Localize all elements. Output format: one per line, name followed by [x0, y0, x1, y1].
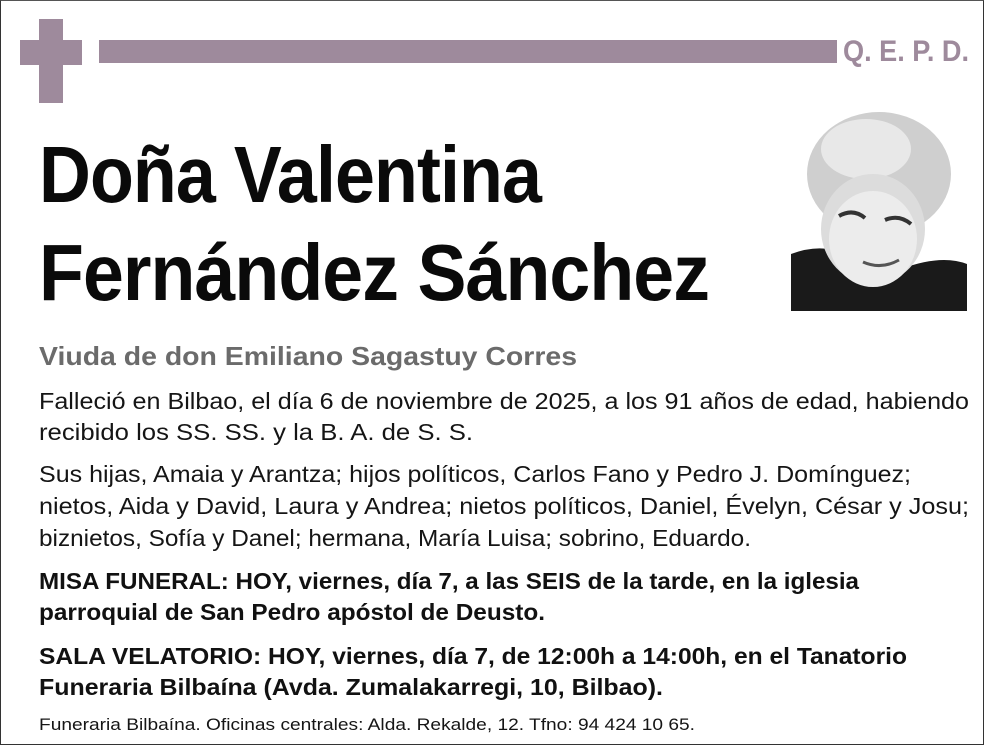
death-info-line-1: Falleció en Bilbao, el día 6 de noviembre de 2025, a los 91 años de edad, habiendo	[39, 388, 969, 414]
footer-funeral-home: Funeraria Bilbaína. Oficinas centrales: Alda. Rekalde, 12. Tfno: 94 424 10 65.	[39, 715, 695, 734]
deceased-name-line-1: Doña Valentina	[39, 130, 541, 219]
portrait-photo	[791, 104, 967, 311]
cross-icon-arm	[20, 40, 82, 65]
family-line-3: biznietos, Sofía y Danel; hermana, María Luisa; sobrino, Eduardo.	[39, 525, 751, 551]
funeral-mass-line-2: parroquial de San Pedro apóstol de Deusto.	[39, 599, 545, 625]
subtitle-widow-of: Viuda de don Emiliano Sagastuy Corres	[39, 341, 577, 371]
wake-line-2: Funeraria Bilbaína (Avda. Zumalakarregi, 10, Bilbao).	[39, 674, 663, 700]
deceased-name-line-2: Fernández Sánchez	[39, 228, 709, 317]
header-bar	[99, 40, 837, 63]
wake-line-1: SALA VELATORIO: HOY, viernes, día 7, de 12:00h a 14:00h, en el Tanatorio	[39, 643, 908, 669]
family-line-1: Sus hijas, Amaia y Arantza; hijos políticos, Carlos Fano y Pedro J. Domínguez;	[39, 461, 911, 487]
family-line-2: nietos, Aida y David, Laura y Andrea; nietos políticos, Daniel, Évelyn, César y Josu;	[39, 493, 970, 519]
funeral-mass-line-1: MISA FUNERAL: HOY, viernes, día 7, a las SEIS de la tarde, en la iglesia	[39, 568, 859, 594]
death-info-line-2: recibido los SS. SS. y la B. A. de S. S.	[39, 419, 473, 445]
qepd-label: Q. E. P. D.	[843, 35, 969, 68]
